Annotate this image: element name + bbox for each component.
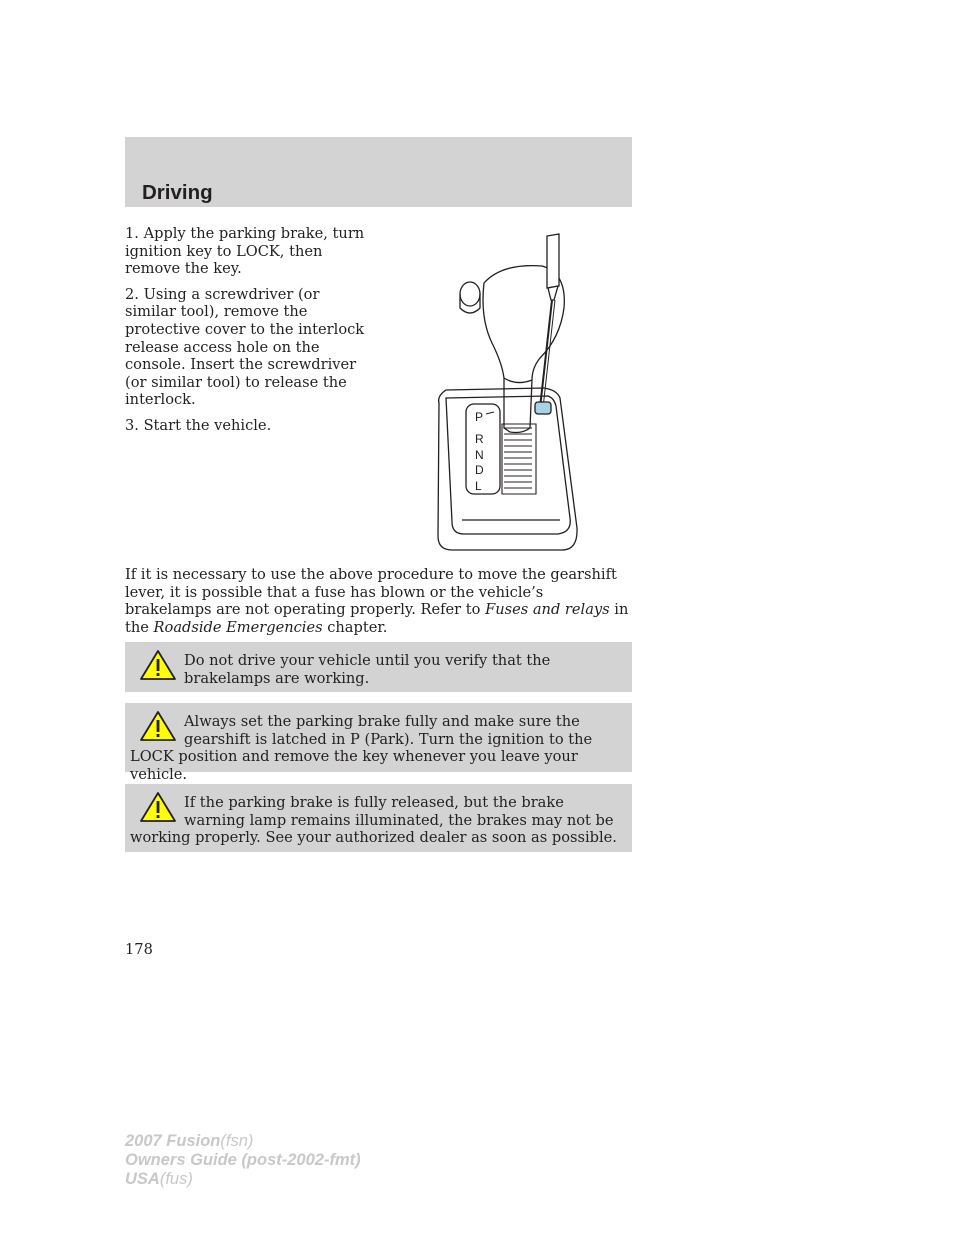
footer-guide: Owners Guide (post-2002-fmt)	[125, 1151, 361, 1169]
footer-model-code: (fsn)	[220, 1132, 254, 1150]
document-footer	[125, 1132, 361, 1189]
warning-icon	[139, 648, 177, 682]
gearshift-illustration	[432, 228, 582, 552]
step-2: 2. Using a screwdriver (or similar tool), remove the protective cover to the interlock release access hole on the console. Insert the screwdriver (or similar tool) to release the interlock.	[125, 285, 365, 409]
page-number: 178	[125, 941, 153, 958]
section-header-band	[125, 137, 632, 207]
body-text-3: chapter.	[322, 618, 388, 636]
body-text-2: in the	[125, 601, 629, 636]
gear-letter-d: D	[475, 463, 484, 477]
footer-model: 2007 Fusion	[125, 1132, 221, 1150]
warning-icon	[139, 790, 177, 824]
footer-region-code: (fus)	[159, 1170, 193, 1188]
section-title: Driving	[142, 181, 213, 204]
warning-text-3: If the parking brake is fully released, but the brake warning lamp remains illuminated, the brakes may not be working properly. See your authorized dealer as soon as possible.	[130, 794, 617, 847]
warning-text-2: Always set the parking brake fully and make sure the gearshift is latched in P (Park). Turn the ignition to the LOCK position and remove the key whenever you leave your vehicle.	[130, 713, 593, 783]
procedure-steps	[125, 225, 375, 443]
fuses-reference: Fuses and relays	[485, 601, 610, 619]
gear-letter-l: L	[475, 479, 482, 493]
knob-button-icon	[460, 282, 480, 306]
warning-text-1: Do not drive your vehicle until you verify that the brakelamps are working.	[184, 652, 551, 687]
gear-letter-p: P	[475, 410, 484, 424]
gear-letter-r: R	[475, 432, 484, 446]
warning-icon	[139, 709, 177, 743]
fuse-note-paragraph	[125, 566, 632, 636]
warning-box-3	[125, 784, 632, 852]
chapter-reference: Roadside Emergencies	[153, 618, 323, 636]
gate-grille	[502, 424, 536, 494]
step-3: 3. Start the vehicle.	[125, 416, 272, 434]
gear-letter-n: N	[475, 448, 484, 462]
warning-box-1	[125, 642, 632, 692]
warning-box-2	[125, 703, 632, 783]
body-text-1: If it is necessary to use the above procedure to move the gearshift lever, it is possible that a fuse has blown or the vehicle’s brakelamps are not operating properly. Refer to	[125, 566, 617, 619]
step-1: 1. Apply the parking brake, turn ignition key to LOCK, then remove the key.	[125, 225, 365, 278]
screwdriver-icon	[535, 234, 559, 414]
footer-region: USA	[125, 1170, 160, 1188]
